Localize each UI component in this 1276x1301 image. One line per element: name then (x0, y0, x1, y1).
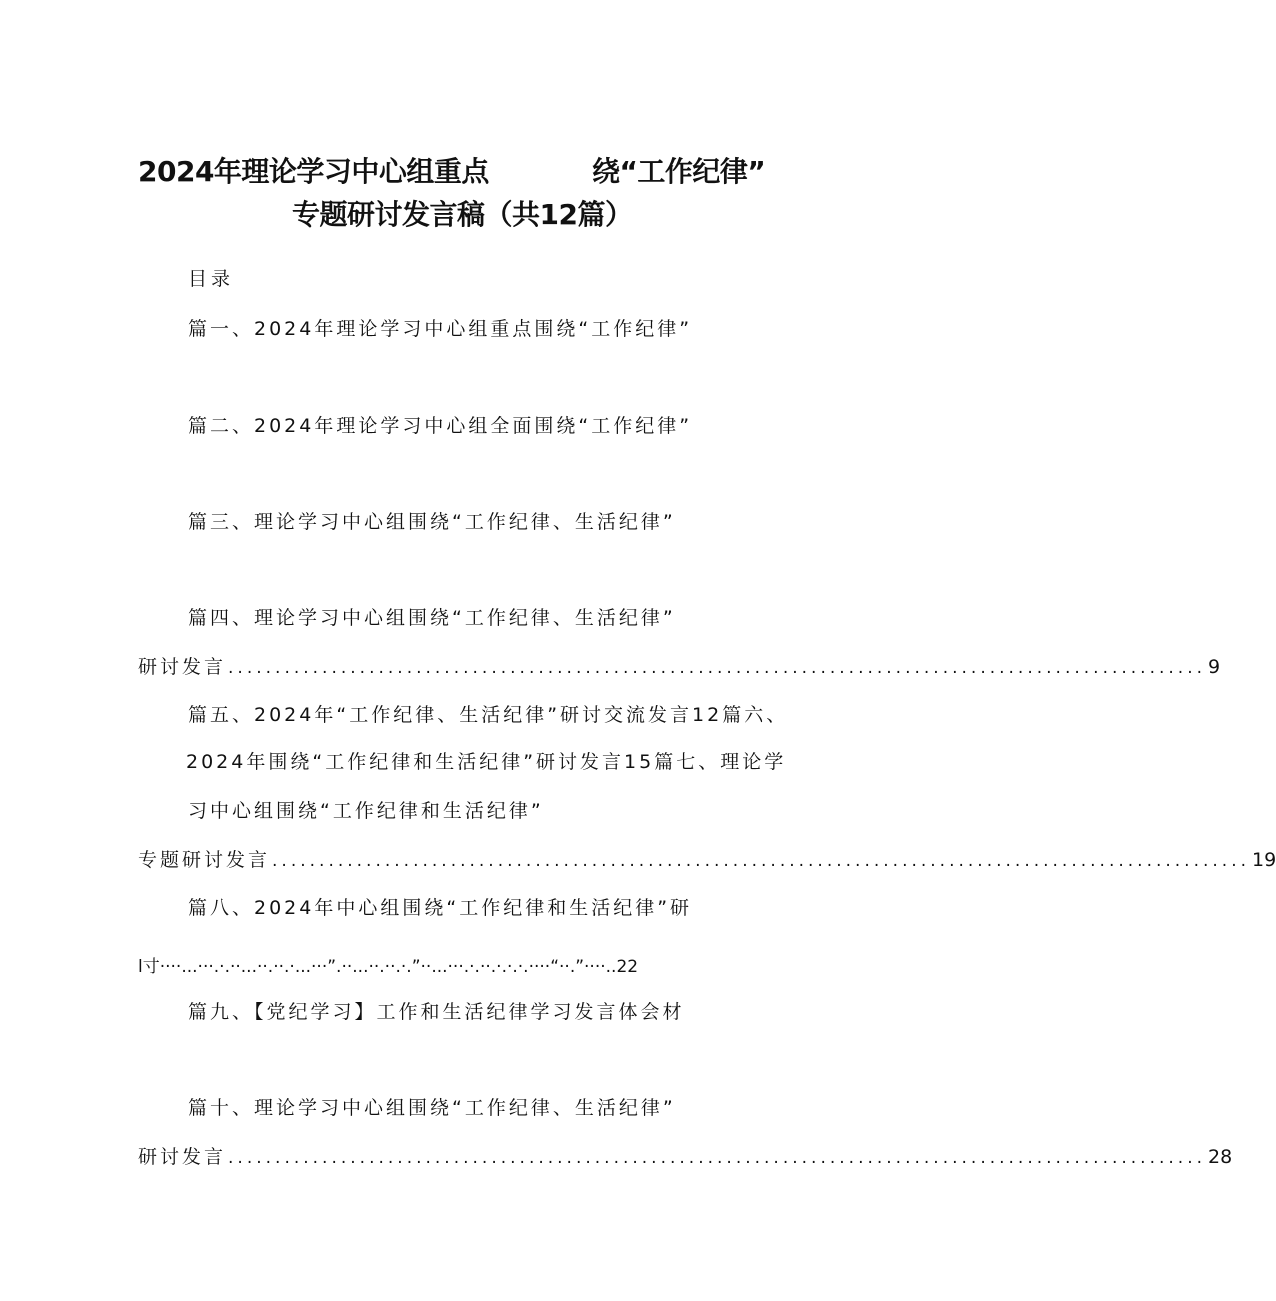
toc-item-10-cont: 研讨发言 (138, 1146, 227, 1168)
toc-item-7-line-1: 习中心组围绕“工作纪律和生活纪律” (188, 800, 544, 822)
leader-dots: ........................................................................................................ (228, 1148, 1207, 1168)
toc-item-5-line-1: 篇五、2024年“工作纪律、生活纪律”研讨交流发言12篇六、 (188, 704, 789, 726)
toc-item-3: 篇三、理论学习中心组围绕“工作纪律、生活纪律” (188, 511, 676, 533)
toc-item-10-leader (138, 1145, 1233, 1170)
toc-item-8-line-2: l寸····...···.·.··...··.··.·...···”.··...··.··.·.”··...···.·.··.·.·.·.····“··.”····..22 (138, 957, 639, 977)
toc-item-7-leader (138, 848, 1276, 873)
leader-dots: ........................................................................................................ (228, 658, 1207, 678)
toc-item-8-line-1: 篇八、2024年中心组围绕“工作纪律和生活纪律”研 (188, 897, 693, 919)
toc-heading: 目录 (188, 268, 235, 290)
title-line-1-right: 绕“工作纪律” (592, 155, 766, 188)
toc-item-7-page: 19 (1252, 849, 1276, 871)
toc-item-7-cont: 专题研讨发言 (138, 849, 271, 871)
toc-item-4-cont: 研讨发言 (138, 656, 227, 678)
toc-item-4-leader (138, 655, 1221, 680)
toc-item-4: 篇四、理论学习中心组围绕“工作纪律、生活纪律” (188, 607, 676, 629)
toc-item-2: 篇二、2024年理论学习中心组全面围绕“工作纪律” (188, 415, 693, 437)
toc-item-10: 篇十、理论学习中心组围绕“工作纪律、生活纪律” (188, 1097, 676, 1119)
toc-item-4-page: 9 (1208, 656, 1221, 678)
toc-item-10-page: 28 (1208, 1146, 1233, 1168)
title-line-1-left: 2024年理论学习中心组重点 (138, 155, 489, 188)
title-line-2: 专题研讨发言稿（共12篇） (292, 198, 633, 231)
toc-item-1: 篇一、2024年理论学习中心组重点围绕“工作纪律” (188, 318, 693, 340)
toc-item-5-line-2: 2024年围绕“工作纪律和生活纪律”研讨发言15篇七、理论学 (186, 751, 787, 773)
leader-dots: ........................................................................................................ (272, 851, 1251, 871)
toc-item-9: 篇九、【党纪学习】工作和生活纪律学习发言体会材 (188, 1001, 685, 1023)
